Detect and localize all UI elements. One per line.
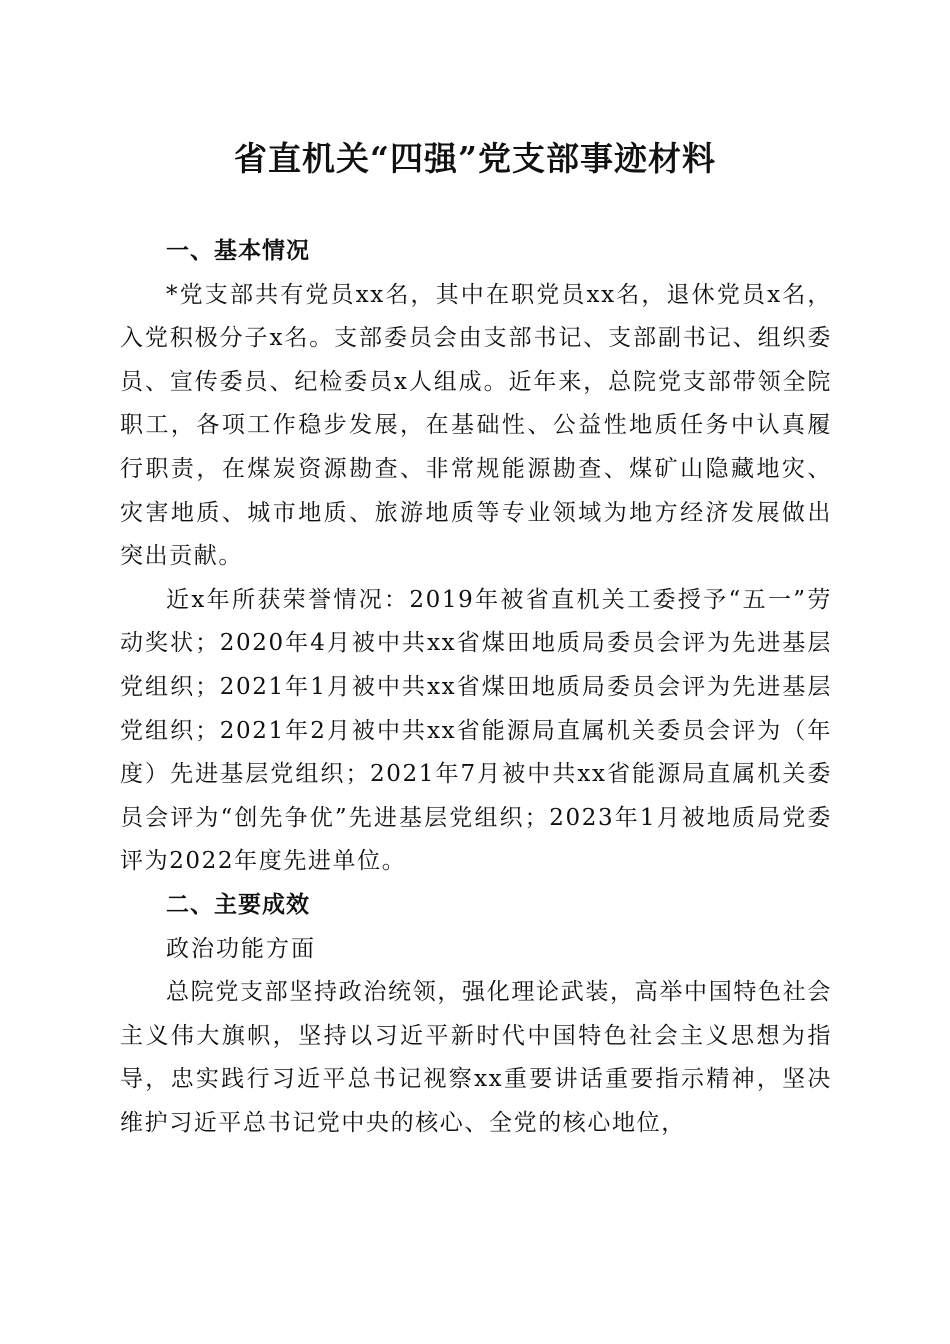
paragraph-branch-overview: *党支部共有党员xx名，其中在职党员xx名，退休党员x名，入党积极分子x名。支部委员会由支部书记、支部副书记、组织委员、宣传委员、纪检委员x人组成。近年来，总院党支部带领全院职工，各项工作稳步发展，在基础性、公益性地质任务中认真履行职责，在煤炭资源勘查、非常规能源勘查、煤矿山隐藏地灾、灾害地质、城市地质、旅游地质等专业领域为地方经济发展做出突出贡献。 [120, 281, 832, 570]
section-heading-achievements: 二、主要成效 [166, 891, 310, 918]
paragraph-honors: 近x年所获荣誉情况：2019年被省直机关工委授予“五一”劳动奖状；2020年4月被中共xx省煤田地质局委员会评为先进基层党组织；2021年1月被中共xx省煤田地质局委员会评为先进基层党组织；2021年2月被中共xx省能源局直属机关委员会评为（年度）先进基层党组织；2021年7月被中共xx省能源局直属机关委员会评为“创先争优”先进基层党组织；2023年1月被地质局党委评为2022年度先进单位。 [120, 586, 832, 875]
document-title: 省直机关“四强”党支部事迹材料 [234, 139, 716, 178]
paragraph-political-leadership: 总院党支部坚持政治统领，强化理论武装，高举中国特色社会主义伟大旗帜，坚持以习近平新时代中国特色社会主义思想为指导，忠实践行习近平总书记视察xx重要讲话重要指示精神，坚决维护习近平总书记党中央的核心、全党的核心地位， [120, 979, 832, 1136]
subheading-political-function: 政治功能方面 [166, 935, 316, 962]
document-body [120, 230, 832, 1145]
section-heading-basic-info: 一、基本情况 [166, 238, 310, 264]
